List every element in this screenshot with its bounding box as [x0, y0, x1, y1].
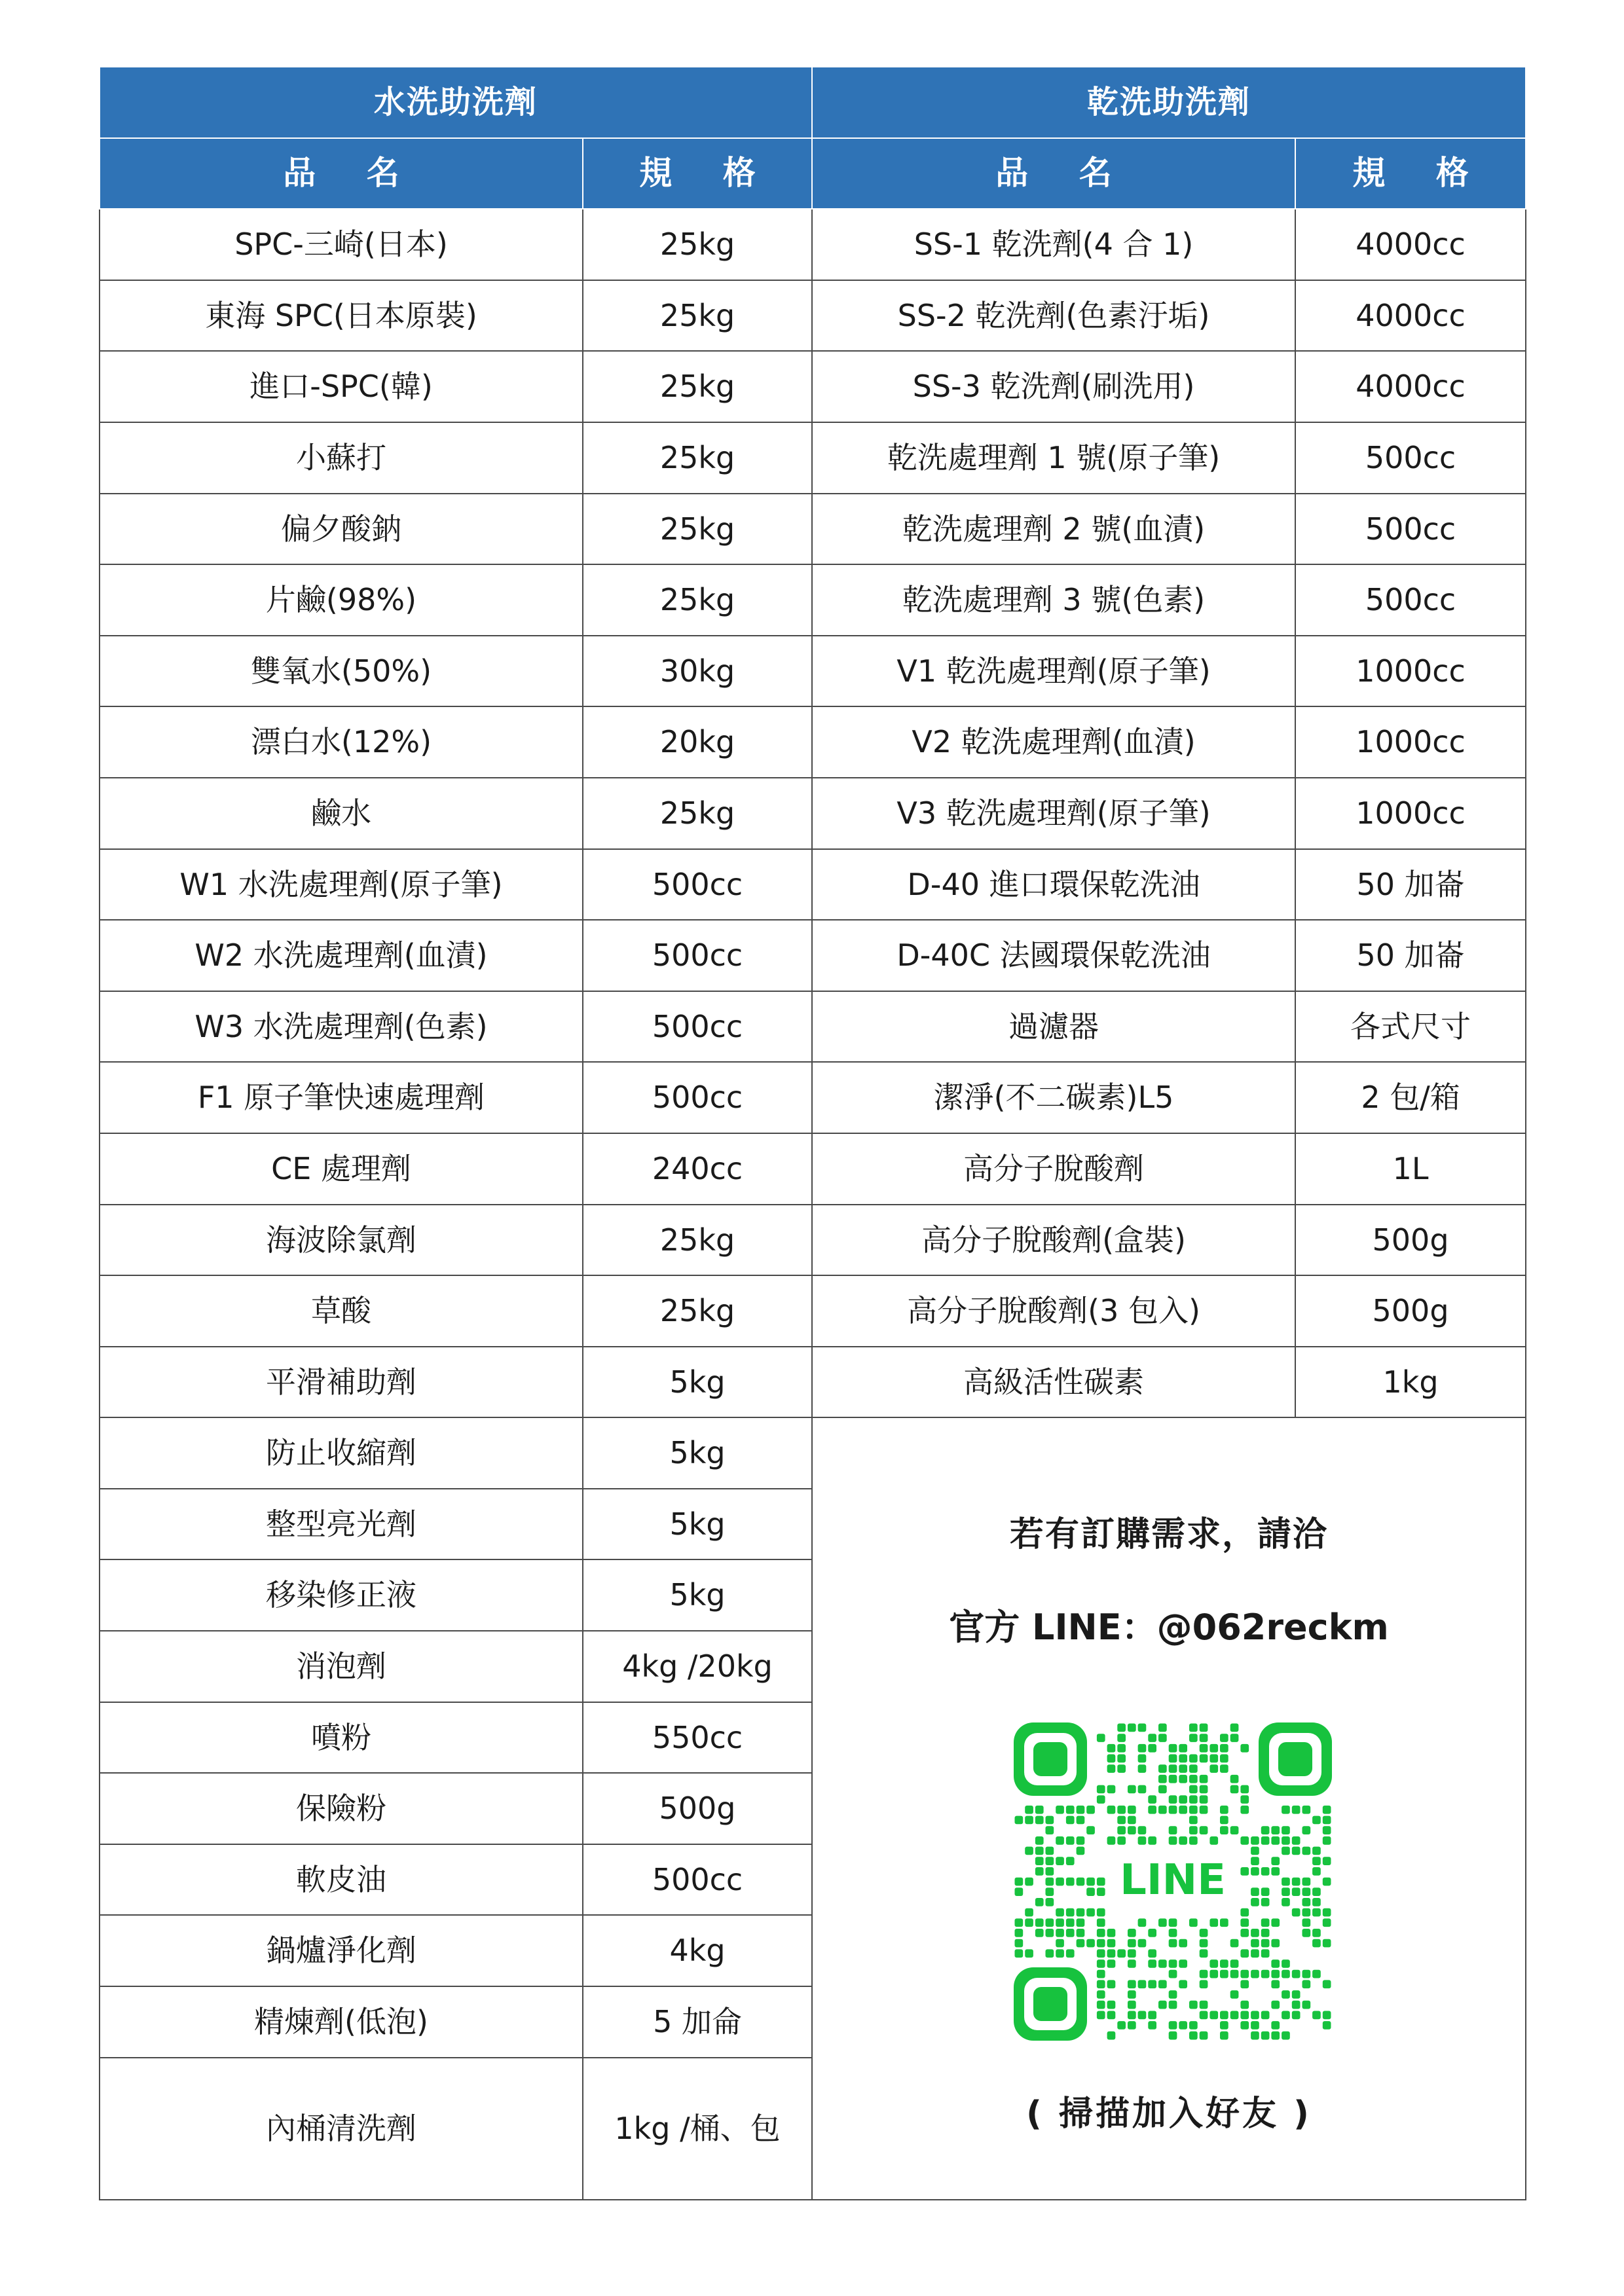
wash-product-spec: 25kg	[583, 351, 812, 422]
wash-product-spec: 25kg	[583, 209, 812, 280]
wash-product-spec: 25kg	[583, 1205, 812, 1276]
table-row	[100, 1417, 1526, 1489]
table-row	[100, 920, 1526, 991]
wash-product-name: 海波除氯劑	[100, 1205, 583, 1276]
dry-product-spec: 50 加崙	[1295, 920, 1526, 991]
qr-finder-top-left	[1014, 1722, 1087, 1796]
wash-product-spec: 550cc	[583, 1702, 812, 1774]
table-row	[100, 1205, 1526, 1276]
wash-product-spec: 25kg	[583, 1275, 812, 1347]
dry-product-name: V1 乾洗處理劑(原子筆)	[812, 636, 1295, 707]
wash-product-name: 鹼水	[100, 778, 583, 849]
wash-product-spec: 20kg	[583, 706, 812, 778]
wash-product-name: 軟皮油	[100, 1844, 583, 1916]
wash-product-name: 精煉劑(低泡)	[100, 1986, 583, 2058]
dry-product-spec: 50 加崙	[1295, 849, 1526, 920]
line-qr-code[interactable]	[1014, 1722, 1332, 2041]
wash-product-name: 防止收縮劑	[100, 1417, 583, 1489]
dry-product-name: 乾洗處理劑 2 號(血漬)	[812, 494, 1295, 565]
wash-product-spec: 5 加侖	[583, 1986, 812, 2058]
wash-product-spec: 5kg	[583, 1559, 812, 1631]
table-row	[100, 564, 1526, 636]
wash-product-name: 平滑補助劑	[100, 1347, 583, 1418]
table-row	[100, 636, 1526, 707]
dry-product-name: 高分子脫酸劑	[812, 1133, 1295, 1205]
wash-product-name: 偏夕酸鈉	[100, 494, 583, 565]
dry-name-header: 品 名	[812, 138, 1295, 210]
wash-product-name: W2 水洗處理劑(血漬)	[100, 920, 583, 991]
wash-product-name: 片鹼(98%)	[100, 564, 583, 636]
dry-product-name: SS-3 乾洗劑(刷洗用)	[812, 351, 1295, 422]
order-prompt: 若有訂購需求，請洽	[1010, 1515, 1329, 1555]
table-row	[100, 991, 1526, 1063]
dry-product-name: SS-1 乾洗劑(4 合 1)	[812, 209, 1295, 280]
wash-product-spec: 25kg	[583, 494, 812, 565]
line-official-id[interactable]: 官方 LINE：@062reckm	[949, 1607, 1389, 1649]
wash-product-spec: 1kg /桶、包	[583, 2058, 812, 2200]
dry-product-spec: 500g	[1295, 1205, 1526, 1276]
wash-product-name: 進口-SPC(韓)	[100, 351, 583, 422]
wash-product-spec: 500cc	[583, 1844, 812, 1916]
wash-product-spec: 5kg	[583, 1417, 812, 1489]
dry-product-spec: 各式尺寸	[1295, 991, 1526, 1063]
dry-product-name: 潔淨(不二碳素)L5	[812, 1062, 1295, 1133]
qr-finder-top-right	[1259, 1722, 1332, 1796]
wash-product-name: F1 原子筆快速處理劑	[100, 1062, 583, 1133]
dry-product-name: 高級活性碳素	[812, 1347, 1295, 1418]
wash-product-name: W1 水洗處理劑(原子筆)	[100, 849, 583, 920]
wash-product-spec: 25kg	[583, 778, 812, 849]
wash-product-name: 噴粉	[100, 1702, 583, 1774]
dry-product-name: 乾洗處理劑 3 號(色素)	[812, 564, 1295, 636]
table-row	[100, 1275, 1526, 1347]
wash-product-spec: 500cc	[583, 991, 812, 1063]
dry-product-spec: 1000cc	[1295, 778, 1526, 849]
dry-product-spec: 500g	[1295, 1275, 1526, 1347]
wash-product-spec: 500cc	[583, 849, 812, 920]
wash-spec-header: 規 格	[583, 138, 812, 210]
dry-product-name: 乾洗處理劑 1 號(原子筆)	[812, 422, 1295, 494]
table-row	[100, 706, 1526, 778]
table-row	[100, 849, 1526, 920]
dry-product-spec: 4000cc	[1295, 209, 1526, 280]
wash-section-title: 水洗助洗劑	[100, 67, 812, 138]
table-row	[100, 209, 1526, 280]
wash-product-name: 雙氧水(50%)	[100, 636, 583, 707]
dry-product-spec: 1kg	[1295, 1347, 1526, 1418]
wash-product-name: 小蘇打	[100, 422, 583, 494]
product-table	[99, 66, 1526, 2200]
wash-product-name: CE 處理劑	[100, 1133, 583, 1205]
dry-product-name: V2 乾洗處理劑(血漬)	[812, 706, 1295, 778]
wash-name-header: 品 名	[100, 138, 583, 210]
wash-product-name: 整型亮光劑	[100, 1489, 583, 1560]
dry-product-spec: 500cc	[1295, 494, 1526, 565]
wash-product-spec: 4kg /20kg	[583, 1631, 812, 1702]
table-row	[100, 280, 1526, 352]
dry-product-spec: 4000cc	[1295, 351, 1526, 422]
dry-product-name: 高分子脫酸劑(3 包入)	[812, 1275, 1295, 1347]
wash-product-spec: 25kg	[583, 564, 812, 636]
dry-product-name: D-40 進口環保乾洗油	[812, 849, 1295, 920]
wash-product-spec: 240cc	[583, 1133, 812, 1205]
wash-product-name: 漂白水(12%)	[100, 706, 583, 778]
wash-product-name: SPC-三崎(日本)	[100, 209, 583, 280]
dry-product-spec: 2 包/箱	[1295, 1062, 1526, 1133]
column-header-row	[100, 138, 1526, 210]
table-row	[100, 1347, 1526, 1418]
dry-product-spec: 500cc	[1295, 422, 1526, 494]
wash-product-spec: 5kg	[583, 1347, 812, 1418]
table-row	[100, 422, 1526, 494]
dry-spec-header: 規 格	[1295, 138, 1526, 210]
table-row	[100, 1062, 1526, 1133]
line-logo-text: LINE	[1120, 1856, 1226, 1905]
wash-product-spec: 5kg	[583, 1489, 812, 1560]
wash-product-name: 內桶清洗劑	[100, 2058, 583, 2200]
scan-note: ( 掃描加入好友 )	[1026, 2094, 1312, 2134]
wash-product-name: 消泡劑	[100, 1631, 583, 1702]
wash-product-spec: 25kg	[583, 422, 812, 494]
wash-product-spec: 500cc	[583, 920, 812, 991]
dry-product-spec: 1L	[1295, 1133, 1526, 1205]
qr-finder-bottom-left	[1014, 1967, 1087, 2041]
contact-panel	[812, 1417, 1526, 2199]
wash-product-name: 鍋爐淨化劑	[100, 1915, 583, 1986]
table-row	[100, 494, 1526, 565]
dry-product-name: V3 乾洗處理劑(原子筆)	[812, 778, 1295, 849]
wash-product-spec: 4kg	[583, 1915, 812, 1986]
dry-section-title: 乾洗助洗劑	[812, 67, 1526, 138]
wash-product-name: W3 水洗處理劑(色素)	[100, 991, 583, 1063]
section-header-row	[100, 67, 1526, 138]
dry-product-name: D-40C 法國環保乾洗油	[812, 920, 1295, 991]
wash-product-name: 保險粉	[100, 1773, 583, 1844]
dry-product-name: 高分子脫酸劑(盒裝)	[812, 1205, 1295, 1276]
wash-product-spec: 500cc	[583, 1062, 812, 1133]
wash-product-name: 東海 SPC(日本原裝)	[100, 280, 583, 352]
wash-product-spec: 500g	[583, 1773, 812, 1844]
dry-product-name: SS-2 乾洗劑(色素汙垢)	[812, 280, 1295, 352]
dry-product-name: 過濾器	[812, 991, 1295, 1063]
dry-product-spec: 1000cc	[1295, 706, 1526, 778]
wash-product-name: 草酸	[100, 1275, 583, 1347]
dry-product-spec: 4000cc	[1295, 280, 1526, 352]
wash-product-spec: 25kg	[583, 280, 812, 352]
dry-product-spec: 500cc	[1295, 564, 1526, 636]
wash-product-spec: 30kg	[583, 636, 812, 707]
dry-product-spec: 1000cc	[1295, 636, 1526, 707]
table-row	[100, 778, 1526, 849]
wash-product-name: 移染修正液	[100, 1559, 583, 1631]
table-row	[100, 1133, 1526, 1205]
table-row	[100, 351, 1526, 422]
